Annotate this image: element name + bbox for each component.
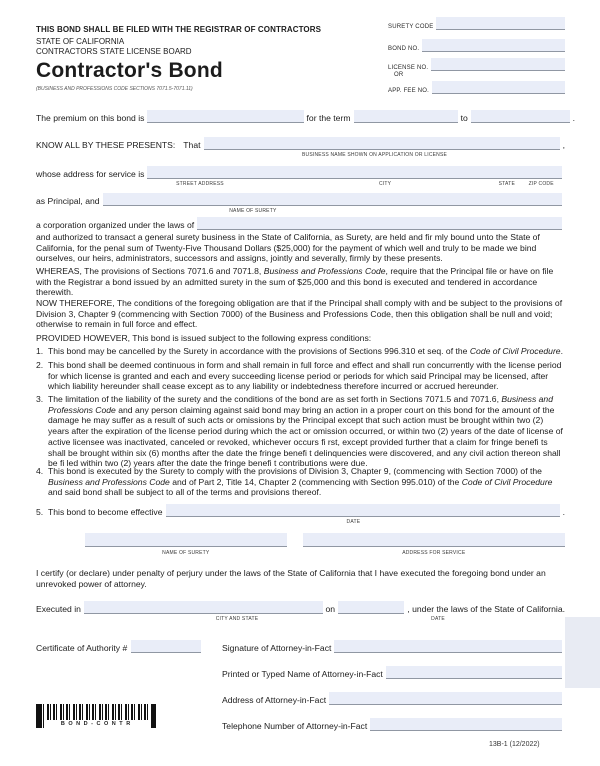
condition-4-seg1: This bond is executed by the Surety to comply with the provisions of Division 3, Chapter 9, (commencing with Section 7000) of the — [48, 466, 542, 476]
authorized-paragraph: and authorized to transact a general surety business in the State of California, as Surety, are held and fir mly bound unto the State of California, for the penal sum of Twenty-Five Thousand Dollars ($25,000) for the payment of which well and truly to be made we bind ourselves, our heirs, administrators, successors and assigns, jointly and severally, firmly by these presents. — [36, 232, 540, 264]
app-fee-no-row — [388, 81, 565, 94]
condition-3-seg2: Business and Professions Code — [48, 394, 553, 415]
condition-4-seg2: Business and Professions Code — [48, 476, 170, 487]
surety-signature-sublabel: NAME OF SURETY — [162, 550, 210, 556]
premium-label: The premium on this bond is — [36, 113, 145, 123]
condition-4-seg5: and said bond shall be subject to all of the terms and provisions thereof. — [48, 487, 322, 498]
condition-2-text: This bond shall be deemed continuous in form and shall remain in full force and effect and shall run concurrently with the license period for which license is granted and each and every succeeding license period or periods for which said Principal may be licensed, after which liability hereunder shall cease except as to any liability or indebtedness therefore incurred or accrued hereunder. — [48, 360, 562, 392]
condition-2 — [36, 360, 565, 392]
know-all-label: KNOW ALL BY THESE PRESENTS: — [36, 140, 176, 150]
on-label: on — [325, 604, 336, 614]
attorney-address-field[interactable] — [329, 692, 562, 705]
business-name-row — [36, 137, 565, 158]
condition-1-text — [48, 346, 565, 357]
surety-code-label: SURETY CODE — [388, 24, 434, 30]
premium-row — [36, 110, 575, 123]
provided-however-paragraph: PROVIDED HOWEVER, This bond is issued subject to the following express conditions: — [36, 333, 372, 343]
bond-no-label: BOND NO. — [388, 46, 420, 52]
condition-5-number: 5. — [36, 507, 44, 517]
effective-date-field[interactable] — [166, 504, 560, 517]
address-row — [36, 166, 565, 187]
condition-5-period: . — [562, 507, 565, 517]
form-code: 13B-1 (12/2022) — [489, 741, 540, 748]
or-row — [394, 72, 565, 78]
condition-1-seg2: Code of Civil Procedure — [469, 346, 561, 356]
attorney-signature-row — [222, 640, 565, 653]
effective-date-sublabel: DATE — [346, 519, 361, 525]
condition-1 — [36, 346, 565, 357]
now-therefore-paragraph: NOW THEREFORE, The conditions of the foregoing obligation are that if the Principal shall comply with and be subject to the provisions of Division 3, Chapter 9 (commencing with Section 7000) of the Business and Professions Code, then this obligation shall be null and void; otherwise to remain in full force and effect. — [36, 298, 563, 330]
attorney-phone-label: Telephone Number of Attorney-in-Fact — [222, 721, 368, 731]
surety-code-field[interactable] — [436, 17, 565, 30]
condition-4 — [36, 466, 565, 498]
attorney-printed-name-label: Printed or Typed Name of Attorney-in-Fact — [222, 669, 383, 679]
surety-signature-row — [85, 533, 565, 556]
condition-2-number: 2. — [36, 360, 44, 370]
certificate-authority-row — [36, 640, 222, 653]
premium-period: . — [572, 113, 576, 123]
term-start-field[interactable] — [354, 110, 458, 123]
attorney-address-row — [222, 692, 565, 705]
that-label: That — [183, 140, 201, 150]
business-name-sublabel: BUSINESS NAME SHOWN ON APPLICATION OR LICENSE — [302, 152, 448, 158]
surety-name-sublabel: NAME OF SURETY — [229, 208, 277, 214]
laws-row — [36, 217, 565, 230]
condition-3-text — [48, 394, 565, 469]
or-label: OR — [394, 72, 404, 78]
filing-notice: THIS BOND SHALL BE FILED WITH THE REGISTRAR OF CONTRACTORS — [36, 25, 322, 34]
page-title: Contractor's Bond — [36, 59, 223, 82]
surety-name-field[interactable] — [103, 193, 562, 206]
condition-1-seg3: . — [560, 346, 563, 356]
office-codes-block — [388, 14, 565, 100]
term-label: for the term — [306, 113, 351, 123]
business-name-field[interactable] — [204, 137, 560, 150]
license-no-label: LICENSE NO. — [388, 65, 429, 71]
whereas-seg2: Business and Professions Code — [263, 266, 386, 276]
whereas-seg1: WHEREAS, The provisions of Sections 7071.6 and 7071.8, — [36, 266, 264, 276]
barcode — [36, 704, 156, 728]
to-label: to — [460, 113, 468, 123]
condition-5 — [36, 504, 565, 525]
principal-label: as Principal, and — [36, 196, 100, 206]
condition-4-seg3: and of Part 2, Title 14, Chapter 2 (commencing with Section 995.010) of the — [169, 476, 462, 487]
condition-4-seg4: Code of Civil Procedure — [461, 476, 553, 487]
app-fee-no-field[interactable] — [432, 81, 565, 94]
executed-suffix: , under the laws of the State of California. — [407, 604, 565, 614]
condition-4-text — [48, 466, 565, 498]
attorney-address-label: Address of Attorney-in-Fact — [222, 695, 327, 705]
address-field[interactable] — [147, 166, 562, 179]
surety-code-row — [388, 17, 565, 30]
street-sublabel: STREET ADDRESS — [176, 181, 224, 187]
laws-field[interactable] — [197, 217, 562, 230]
laws-label: a corporation organized under the laws of — [36, 220, 195, 230]
barcode-text: B O N D - C O N T R — [44, 720, 148, 728]
attorney-printed-name-field[interactable] — [386, 666, 562, 679]
whereas-seg3: , require that the Principal file or have on file with the Registrar a bond issued by an admitted surety in the sum of $25,000 and this bond is executed and tendered in accordance therewith. — [36, 266, 554, 298]
attorney-signature-field[interactable] — [334, 640, 562, 653]
attorney-signature-label: Signature of Attorney-in-Fact — [222, 643, 332, 653]
executed-date-field[interactable] — [338, 601, 404, 614]
app-fee-no-label: APP. FEE NO. — [388, 88, 429, 94]
surety-signature-cell — [85, 533, 287, 556]
code-reference: (BUSINESS AND PROFESSIONS CODE SECTIONS 7071.5-7071.11) — [36, 86, 193, 92]
attorney-phone-row — [222, 718, 565, 731]
term-end-field[interactable] — [471, 110, 570, 123]
effective-date-label: This bond to become effective — [48, 507, 163, 517]
state-sublabel: STATE — [498, 181, 515, 187]
board-label: CONTRACTORS STATE LICENSE BOARD — [36, 47, 192, 56]
condition-1-number: 1. — [36, 346, 44, 356]
condition-3-number: 3. — [36, 394, 44, 404]
highlight-box — [565, 617, 600, 688]
attorney-phone-field[interactable] — [370, 718, 562, 731]
surety-name-row — [36, 193, 565, 214]
service-address-field[interactable] — [303, 533, 565, 547]
know-all-comma: , — [562, 140, 565, 150]
bond-no-row — [388, 39, 565, 52]
certificate-authority-label: Certificate of Authority # — [36, 643, 128, 653]
bond-no-field[interactable] — [422, 39, 565, 52]
executed-label: Executed in — [36, 604, 81, 614]
attorney-printed-name-row — [222, 666, 565, 679]
certificate-authority-field[interactable] — [131, 640, 201, 653]
city-state-field[interactable] — [84, 601, 323, 614]
condition-3-seg3: and any person claiming against said bond may bring an action in a proper court on this bond for the amount of the damage he may suffer as a result of such acts or omissions by the Principal except that such action must be brought within two (2) years after the expiration of the license period during which the act or omission occurred, or within two (2) years of the date of license of active licensee was inactivated, canceled or revoked, whichever occurs fi rst, except provided further that a claim for fringe benefi ts shall be brought within six (6) months after the date the fringe benefi t delinquencies were discovered, and any civil action thereon shall be fi led within two (2) years after the date the fringe benefi t contributions were due. — [48, 404, 563, 469]
city-sublabel: CITY — [379, 181, 392, 187]
condition-4-number: 4. — [36, 466, 44, 476]
certify-paragraph: I certify (or declare) under penalty of perjury under the laws of the State of California that I have executed the foregoing bond under an unrevoked power of attorney. — [36, 568, 546, 589]
condition-3-seg1: The limitation of the liability of the surety and the conditions of the bond are as set forth in Sections 7071.5 and 7071.6, — [48, 394, 502, 404]
city-state-sublabel: CITY AND STATE — [215, 616, 259, 622]
state-label: STATE OF CALIFORNIA — [36, 37, 125, 46]
condition-3 — [36, 394, 565, 469]
executed-date-sublabel: DATE — [431, 616, 445, 622]
zip-sublabel: ZIP CODE — [528, 181, 554, 187]
surety-signature-field[interactable] — [85, 533, 287, 547]
condition-1-seg1: This bond may be cancelled by the Surety in accordance with the provisions of Sections 996.310 et seq. of the — [48, 346, 470, 356]
license-no-field[interactable] — [431, 58, 565, 71]
service-address-sublabel: ADDRESS FOR SERVICE — [402, 550, 466, 556]
premium-amount-field[interactable] — [147, 110, 303, 123]
service-address-cell — [303, 533, 565, 556]
license-no-row — [388, 58, 565, 71]
whereas-paragraph — [36, 266, 565, 298]
executed-row — [36, 601, 565, 622]
address-label: whose address for service is — [36, 169, 145, 179]
